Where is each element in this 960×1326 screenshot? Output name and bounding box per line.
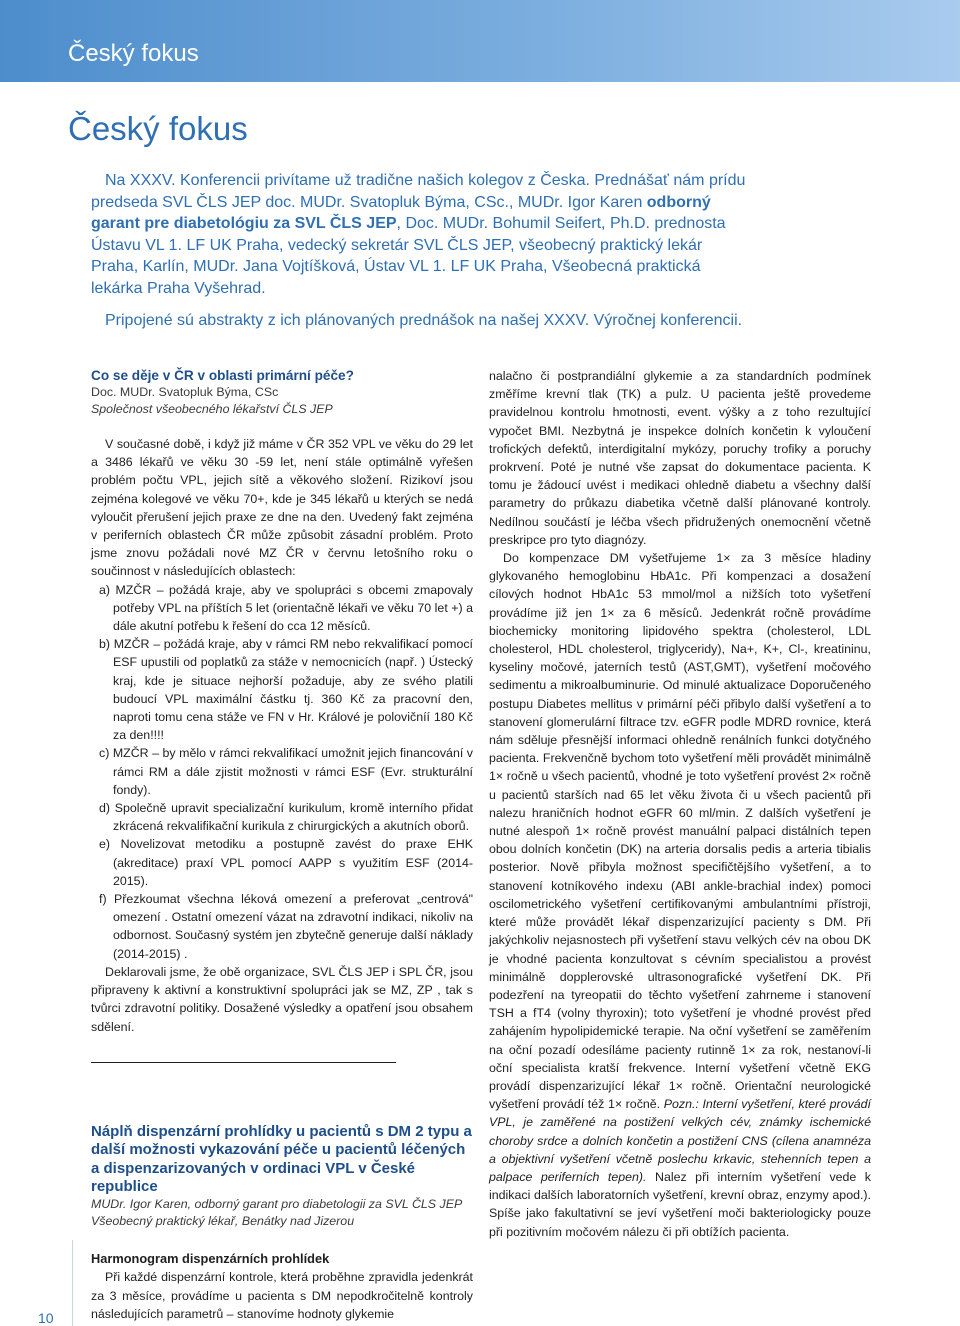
article1-paragraph-2: Deklarovali jsme, že obě organizace, SVL ČLS JEP i SPL ČR, jsou připraveny k aktivní a konstruktivní spolupráci jak se MZ, ZP , tak s tvůrci zdravotní politiky. Dosažené výsledky a opatření jsou obsahem sdělení. bbox=[91, 964, 473, 1034]
article1-item-e: e) Novelizovat metodiku a postupně zavést do praxe EHK (akreditace) praxí VPL pomocí AAPP s využitím ESF (2014-2015). bbox=[99, 837, 473, 888]
intro-line-2: Pripojené sú abstrakty z ich plánovaných prednášok na našej XXXV. Výročnej konferencii. bbox=[105, 312, 743, 329]
article2-title: Náplň dispenzární prohlídky u pacientů s DM 2 typu a další možnosti vykazování péče u pacientů léčených a dispenzarizovaných v ordinaci VPL v České republice bbox=[91, 1122, 472, 1195]
article2-subtitle: Harmonogram dispenzárních prohlídek bbox=[91, 1251, 330, 1267]
page-margin-rule bbox=[72, 1240, 73, 1326]
intro-paragraph bbox=[91, 170, 751, 300]
intro-text-1: Na XXXV. Konferencii privítame už tradične našich kolegov z Česka. Prednášať nám prídu predseda SVL ČLS JEP doc. MUDr. Svatopluk Býma, CSc., MUDr. Igor Karen bbox=[91, 172, 746, 211]
article1-item-c: c) MZČR – by mělo v rámci rekvalifikací umožnit jejich financování v rámci RM a dále zjistit možnosti v rámci ESF (Evr. strukturální fondy). bbox=[99, 746, 473, 797]
left-column bbox=[91, 367, 473, 1323]
right-paragraph-1: nalačno či postprandiální glykemie a za standardních podmínek změříme krevní tlak (TK) a pulz. U pacienta ještě provedeme pravidelnou kontrolu hmotnosti, event. výšky a z toho rezultující vypočet BMI. Nezbytná je inspekce dolních končetin k vyloučení trofických defektů, interdigitalní mykózy, poruchy trofiky a poruchy prokrvení. Poté je nutné vše zapsat do dokumentace pacienta. K tomu je žádoucí uvést i medikaci ohledně diabetu a všechny další parametry do průkazu diabetika včetně další plánované kontroly. Nedílnou součástí je léčba všech přidružených onemocnění včetně preskripce pro tyto diagnózy. bbox=[489, 369, 871, 547]
intro-bold: odborný garant pre diabetológiu za SVL ČLS JEP bbox=[91, 193, 711, 233]
article1-title: Co se děje v ČR v oblasti primární péče? bbox=[91, 368, 354, 383]
right-paragraph-2 bbox=[489, 549, 871, 1241]
page-number: 10 bbox=[38, 1310, 54, 1326]
page-title: Český fokus bbox=[68, 110, 248, 147]
article1-item-b: b) MZČR – požádá kraje, aby v rámci RM nebo rekvalifikací pomocí ESF upustili od poplatků za stáže v nemocnicích (např. ) Ústecký kraj, kde je situace nejhorší požaduje, aby ze svého platili budoucí VPL maximální částku tj. 360 Kč za pracovní den, naproti tomu cena stáže ve FN v Hr. Králové je polovičníí 180 Kč za den!!!! bbox=[99, 637, 473, 743]
article1-item-d: d) Společně upravit specializační kurikulum, kromě interního přidat zkrácená rekvalifikační kurikula z chirurgických a akutních oborů. bbox=[99, 801, 473, 834]
right-paragraph-2-text: Do kompenzace DM vyšetřujeme 1× za 3 měsíce hladiny glykovaného hemoglobinu HbA1c. Při kompenzaci a dosažení cílových hodnot HbA1c 53 mmol/mol a nižších toto vyšetření provádíme již jen 1× za 6 měsíců. Jedenkrát ročně provádíme biochemicky monitoring lipidového spektra (cholesterol, LDL cholesterol, HDL cholesterol, triglyceridy), Na+, K+, Cl-, kreatininu, kyseliny močové, jaterních testů (AST,GMT), vyšetření močového sedimentu a mikroalbuminurie. Od minulé aktualizace Doporučeného postupu Diabetes mellitus v primární péči přibylo další vyšetření a to stanovení glomerulární filtrace tzv. eGFR podle MDRD rovnice, která nám sděluje přesnější informaci ohledně renálních funkci dotyčného pacienta. Frekvenčně bychom toto vyšetření měli provádět minimálně 1× ročně u všech pacientů, vhodné je toto vyšetření provést 2× ročně u pacientů starších nad 65 let věku života či u všech pacientů při nalezu hraničních hodnot eGFR 60 ml/min. Z dalších vyšetření je nutné alespoň 1× ročně provést manuální palpaci distálních tepen obou dolních končetin (DK) na arteria dorsalis pedis a arteria tibialis posterior. Nově přibyla možnost specifičtějšího vyšetření, a to stanovení kotníkového indexu (ABI ankle-brachial index) pomoci oscilometrického vyšetření certifikovanými ambulantními přístroji, které může provádět lékař dispenzarizující pacienty s DM. Při jakýchkoliv nejasnostech při vyšetření stavu velkých cév na obou DK je vhodné pacienta konzultovat s cévním specialistou a provést minimálně dopplerovské ultrasonografické vyšetření DK. Při podezření na tyreopatii do těchto vyšetření zahrneme i stanovení TSH a fT4 (volny thyroxin); toto vyšetření je vhodné provést před zahájením hypolipidemické terapie. Na oční vyšetření se zaměřením na oční pozadí odesíláme pacienty rutinně 1× za rok, nestanoví-li oční specialista kratší frekvence. Interní vyšetření včetně EKG provádí dispenzarizující lékař 1× ročně. Orientační neurologické vyšetření provádí též 1× ročně. bbox=[489, 551, 871, 1112]
article2-author: MUDr. Igor Karen, odborný garant pro diabetologii za SVL ČLS JEP bbox=[91, 1197, 463, 1212]
article2-paragraph-1: Při každé dispenzární kontrole, která proběhne zpravidla jedenkrát za 3 měsíce, provádíme u pacienta s DM nepodkročitelně kontroly následujících parametrů – stanovíme hodnoty glykemie bbox=[91, 1270, 473, 1321]
article1-author: Doc. MUDr. Svatopluk Býma, CSc bbox=[91, 385, 279, 399]
article1-item-a: a) MZČR – požádá kraje, aby ve spolupráci s obcemi zmapovaly potřeby VPL na příštích 5 let (orientačně lékaři ve věku 70 let +) a dále akutní potřebu k řešení do cca 12 měsíců. bbox=[99, 582, 473, 634]
article1-item-f: f) Přezkoumat všechna léková omezení a preferovat „centrová" omezení . Ostatní omezení vázat na zdravotní indikaci, nikoliv na odbornost. Současný systém jen zbytečně generuje další náklady (2014-2015) . bbox=[99, 892, 473, 961]
right-paragraph-3: Nalez při interním vyšetření vede k indikaci dalších laboratorních vyšetření, krevní obraz, enzymy apod.). Spíše jako fakultativní se jeví vyšetření moči bakteriologicky pouze při pozitivním močovém nálezu či při obtížích pacienta. bbox=[489, 1169, 872, 1239]
article2-affiliation: Všeobecný praktický lékař, Benátky nad Jizerou bbox=[91, 1214, 355, 1229]
header-title: Český fokus bbox=[68, 40, 199, 67]
article1-affiliation: Společnost všeobecného lékařství ČLS JEP bbox=[91, 402, 333, 416]
intro-text-2: , Doc. MUDr. Bohumil Seifert, Ph.D. prednosta Ústavu VL 1. LF UK Praha, vedecký sekretár SVL ČLS JEP, všeobecný praktický lekár Praha, Karlín, MUDr. Jana Vojtíšková, Ústav VL 1. LF UK Praha, Všeobecná praktická lekárka Praha Vyšehrad. bbox=[91, 215, 726, 297]
right-note: Pozn.: Interní vyšetření, které provádí VPL, je zaměřené na postižení velkých cév, známky ischemické choroby srdce a dolních končetin a postižení CNS (cílena anamnéza a objektivní vyšetření včetně poslechu krkavic, stehenních tepen a palpace periferních tepen). bbox=[489, 1097, 871, 1184]
right-column bbox=[489, 367, 871, 1241]
article1-paragraph-1: V současné době, i když již máme v ČR 352 VPL ve věku do 29 let a 3486 lékařů ve věku 30 -59 let, není stále optimálně vyřešen problém počtu VPL, jejich sítě a věkového složení. Rizikoví jsou zejména kolegové ve věku 70+, kde je 345 lékařů u kterých se nedá vyloučit přerušení jejich praxe ze dne na den. Uvedený fakt zejména v periferních oblastech ČR může způsobit zásadní problém. Proto jsme znovu požádali nové MZ ČR v červnu letošního roku o součinnost v následujících oblastech: bbox=[91, 437, 473, 579]
